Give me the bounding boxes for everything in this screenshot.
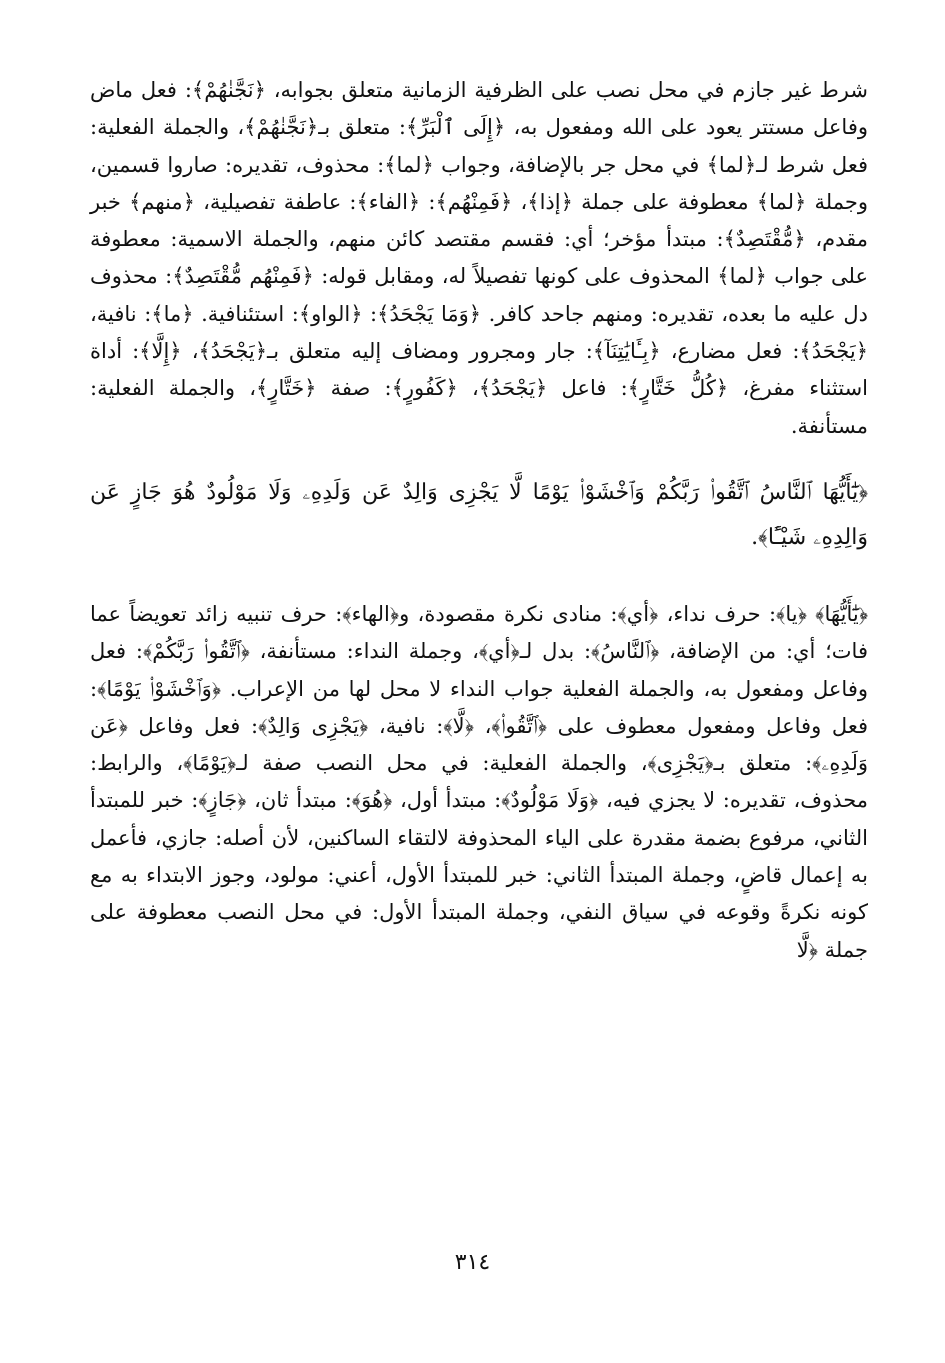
- quran-verse: ﴿يَٰٓأَيُّهَا ٱلنَّاسُ ٱتَّقُوا۟ رَبَّكُمْ وَٱخْشَوْا۟ يَوْمًا لَّا يَجْزِى وَالِدٌ عَن وَلَدِهِۦ وَلَا مَوْلُودٌ هُوَ جَازٍ عَن وَالِدِهِۦ شَيْـًٔا﴾.: [90, 479, 868, 550]
- spacer: [90, 445, 868, 470]
- spacer: [90, 560, 868, 596]
- second-paragraph: ﴿يَٰٓأَيُّهَا﴾ ﴿يا﴾: حرف نداء، ﴿أي﴾: منادى نكرة مقصودة، و﴿الهاء﴾: حرف تنبيه زائد تعويضاً عما فات؛ أي: من الإضافة، ﴿ٱلنَّاسُ﴾: بدل لـ﴿أي﴾، وجملة النداء: مستأنفة، ﴿ٱتَّقُوا۟ رَبَّكُمْ﴾: فعل وفاعل ومفعول به، والجملة الفعلية جواب النداء لا محل لها من الإعراب. ﴿وَٱخْشَوْا۟ يَوْمًا﴾: فعل وفاعل ومفعول معطوف على ﴿ٱتَّقُوا۟﴾، ﴿لَّا﴾: نافية، ﴿يَجْزِى وَالِدٌ﴾: فعل وفاعل ﴿عَن وَلَدِهِۦ﴾: متعلق بـ﴿يَجْزِى﴾، والجملة الفعلية: في محل النصب صفة لـ﴿يَوْمًا﴾، والرابط: محذوف، تقديره: لا يجزي فيه، ﴿وَلَا مَوْلُودٌ﴾: مبتدأ أول، ﴿هُوَ﴾: مبتدأ ثان، ﴿جَازٍ﴾: خبر للمبتدأ الثاني، مرفوع بضمة مقدرة على الياء المحذوفة لالتقاء الساكنين، لأن أصله: جازي، فأعمل به إعمال قاضٍ، وجملة المبتدأ الثاني: خبر للمبتدأ الأول، أعني: مولود، وجوز الابتداء به مع كونه نكرةً وقوعه في سياق النفي، وجملة المبتدأ الأول: في محل النصب معطوفة على جملة ﴿لَّا: [90, 601, 868, 962]
- page-number: ٣١٤: [454, 1250, 491, 1275]
- page-body: [90, 72, 868, 969]
- first-paragraph: شرط غير جازم في محل نصب على الظرفية الزمانية متعلق بجوابه، ﴿نَجَّنٰهُمْ﴾: فعل ماض وفاعل مستتر يعود على الله ومفعول به، ﴿إِلَى ٱلْبَرِّ﴾: متعلق بـ﴿نَجَّنٰهُمْ﴾، والجملة الفعلية: فعل شرط لـ﴿لما﴾ في محل جر بالإضافة، وجواب ﴿لما﴾: محذوف، تقديره: صاروا قسمين، وجملة ﴿لما﴾ معطوفة على جملة ﴿إذا﴾، ﴿فَمِنْهُم﴾: ﴿الفاء﴾: عاطفة تفصيلية، ﴿منهم﴾ خبر مقدم، ﴿مُّقْتَصِدٌ﴾: مبتدأ مؤخر؛ أي: فقسم مقتصد كائن منهم، والجملة الاسمية: معطوفة على جواب ﴿لما﴾ المحذوف على كونها تفصيلاً له، ومقابل قوله: ﴿فَمِنْهُم مُّقْتَصِدٌ﴾: محذوف دل عليه ما بعده، تقديره: ومنهم جاحد كافر. ﴿وَمَا يَجْحَدُ﴾: ﴿الواو﴾: استئنافية. ﴿ما﴾: نافية، ﴿يَجْحَدُ﴾: فعل مضارع، ﴿بِـَٔايَٰتِنَآ﴾: جار ومجرور ومضاف إليه متعلق بـ﴿يَجْحَدُ﴾، ﴿إِلَّا﴾: أداة استثناء مفرغ، ﴿كُلُّ خَتَّارٍ﴾: فاعل ﴿يَجْحَدُ﴾، ﴿كَفُورٍ﴾: صفة ﴿خَتَّارٍ﴾، والجملة الفعلية: مستأنفة.: [90, 78, 868, 438]
